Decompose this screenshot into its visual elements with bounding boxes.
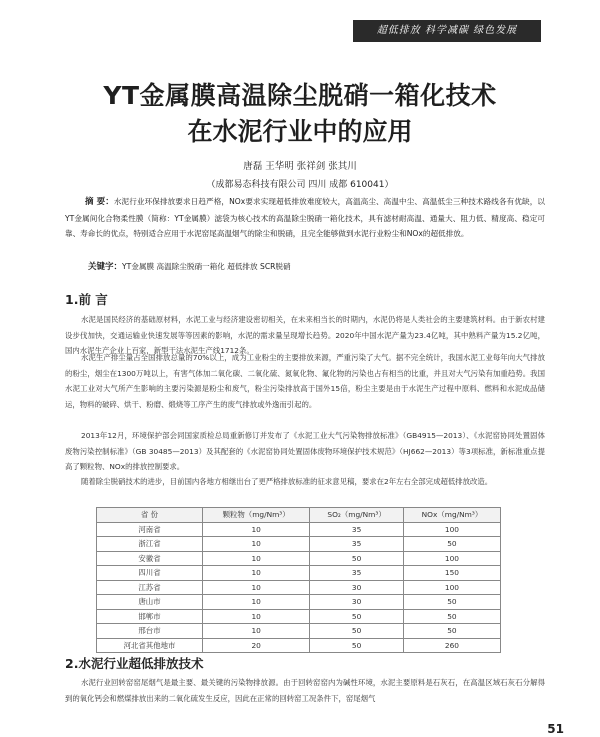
table-cell: 35 xyxy=(310,537,404,552)
authors: 唐磊 王华明 张祥剑 张其川 xyxy=(243,161,357,172)
table-cell: 20 xyxy=(203,638,310,653)
table-cell: 河北省其他地市 xyxy=(97,638,203,653)
table-cell: 50 xyxy=(310,551,404,566)
header-banner: 超低排放 科学减碳 绿色发展 xyxy=(353,20,541,42)
title-line-1: YT金属膜高温除尘脱硝一箱化技术 xyxy=(103,81,497,110)
table-header-cell: SO₂（mg/Nm³） xyxy=(310,508,404,523)
emission-standards-table xyxy=(96,507,501,653)
table-header-row xyxy=(97,508,501,523)
table-row xyxy=(97,624,501,639)
table-header-cell: NOx（mg/Nm³） xyxy=(403,508,500,523)
table-cell: 10 xyxy=(203,624,310,639)
table-cell: 100 xyxy=(403,551,500,566)
table-row xyxy=(97,522,501,537)
paragraph-5: 水泥行业回转窑窑尾烟气是最主要、最关键的污染物排放源。由于回转窑窑内为碱性环境，水泥主要原料是石灰石，在高温区域石灰石分解得到的氧化钙会和燃煤排放出来的二氧化硫发生反应，因此在正常的回转窑工况条件下，窑尾烟气 xyxy=(65,678,545,703)
section-2-heading: 2.水泥行业超低排放技术 xyxy=(65,656,204,671)
table-row xyxy=(97,551,501,566)
table-cell: 10 xyxy=(203,522,310,537)
title-line-2: 在水泥行业中的应用 xyxy=(187,117,413,146)
table-row xyxy=(97,595,501,610)
paragraph-4: 随着除尘脱硝技术的进步，目前国内各地方相继出台了更严格排放标准的征求意见稿，要求在2年左右全部完成超低排放改造。 xyxy=(81,477,493,486)
table-header-cell: 省 份 xyxy=(97,508,203,523)
table-cell: 100 xyxy=(403,580,500,595)
table-cell: 30 xyxy=(310,595,404,610)
table-cell: 江苏省 xyxy=(97,580,203,595)
table-cell: 35 xyxy=(310,566,404,581)
table-cell: 10 xyxy=(203,595,310,610)
table-cell: 50 xyxy=(310,638,404,653)
table-cell: 浙江省 xyxy=(97,537,203,552)
table-cell: 10 xyxy=(203,609,310,624)
table-cell: 四川省 xyxy=(97,566,203,581)
table-cell: 50 xyxy=(310,624,404,639)
affiliation: （成都易态科技有限公司 四川 成都 610041） xyxy=(206,180,394,190)
table-row xyxy=(97,566,501,581)
table-cell: 10 xyxy=(203,537,310,552)
table-cell: 100 xyxy=(403,522,500,537)
paragraph-2: 水泥生产排尘量占全国排放总量的70%以上，成为工业粉尘的主要排放来源，严重污染了大气。据不完全统计，我国水泥工业每年向大气排放的粉尘，烟尘在1300万吨以上，有害气体加二氧化碳、二氧化硫、氮氧化物、氟化物的污染也占有相当的比重，并且对大气污染有加重趋势。我国水泥工业对大气所产生影响的主要污染源是粉尘和废气，粉尘污染排放高于国外15倍，粉尘主要是由于水泥生产过程中原料、燃料和水泥成品储运，物料的破碎、烘干、粉磨、煅烧等工序产生的废气排放或外逸而引起的。 xyxy=(65,353,545,409)
keywords-label: 关键字： xyxy=(88,262,123,272)
abstract-text: 水泥行业环保排放要求日趋严格，NOx要求实现超低排放难度较大，高温高尘、高温中尘、高温低尘三种技术路线各有优缺，以YT金属间化合物柔性膜（简称：YT金属膜）滤袋为核心技术的高温除尘脱硝一箱化技术，具有滤材耐高温、通量大、阻力低、精度高、稳定可靠、寿命长的优点，特别适合应用于水泥窑尾高温烟气的除尘和脱硝，且完全能够做到水泥行业粉尘和NOx的超低排放。 xyxy=(65,197,545,238)
abstract-label: 摘 要： xyxy=(85,197,114,207)
table-cell: 安徽省 xyxy=(97,551,203,566)
table-cell: 50 xyxy=(403,595,500,610)
abstract xyxy=(65,194,545,242)
table-cell: 邢台市 xyxy=(97,624,203,639)
table-row xyxy=(97,580,501,595)
table-row xyxy=(97,638,501,653)
paragraph-1: 水泥是国民经济的基础原材料，水泥工业与经济建设密切相关，在未来相当长的时期内，水泥仍将是人类社会的主要建筑材料。由于新农村建设步伐加快，交通运输业快速发展等等因素的影响，水泥的需求量呈现增长趋势。2020年中国水泥产量为23.4亿吨，其中熟料产量为15.2亿吨，国内水泥生产企业上百家，新型干法水泥生产线1712条。 xyxy=(65,315,545,356)
table-cell: 10 xyxy=(203,580,310,595)
table-cell: 50 xyxy=(403,624,500,639)
paragraph-3: 2013年12月，环境保护部会同国家质检总局重新修订并发布了《水泥工业大气污染物排放标准》（GB4915—2013）、《水泥窑协同处置固体废物污染控制标准》（GB 30485—2013）及其配套的《水泥窑协同处置固体废物环境保护技术规范》（HJ662—2013）等3项标准，新标准重点提高了颗粒物、NOx的排放控制要求。 xyxy=(65,431,545,472)
table-cell: 30 xyxy=(310,580,404,595)
table-cell: 50 xyxy=(310,609,404,624)
table-header-cell: 颗粒物（mg/Nm³） xyxy=(203,508,310,523)
table-cell: 50 xyxy=(403,609,500,624)
table-cell: 150 xyxy=(403,566,500,581)
table-cell: 50 xyxy=(403,537,500,552)
section-1-heading: 1.前 言 xyxy=(65,292,108,307)
table-row xyxy=(97,609,501,624)
table-row xyxy=(97,537,501,552)
table-cell: 河南省 xyxy=(97,522,203,537)
table-cell: 260 xyxy=(403,638,500,653)
table-cell: 10 xyxy=(203,551,310,566)
table-cell: 35 xyxy=(310,522,404,537)
page-number: 51 xyxy=(547,722,564,736)
table-cell: 邯郸市 xyxy=(97,609,203,624)
table-cell: 唐山市 xyxy=(97,595,203,610)
table-cell: 10 xyxy=(203,566,310,581)
keywords-text: YT金属膜 高温除尘脱硝一箱化 超低排放 SCR脱硝 xyxy=(122,262,291,271)
keywords xyxy=(88,260,291,272)
